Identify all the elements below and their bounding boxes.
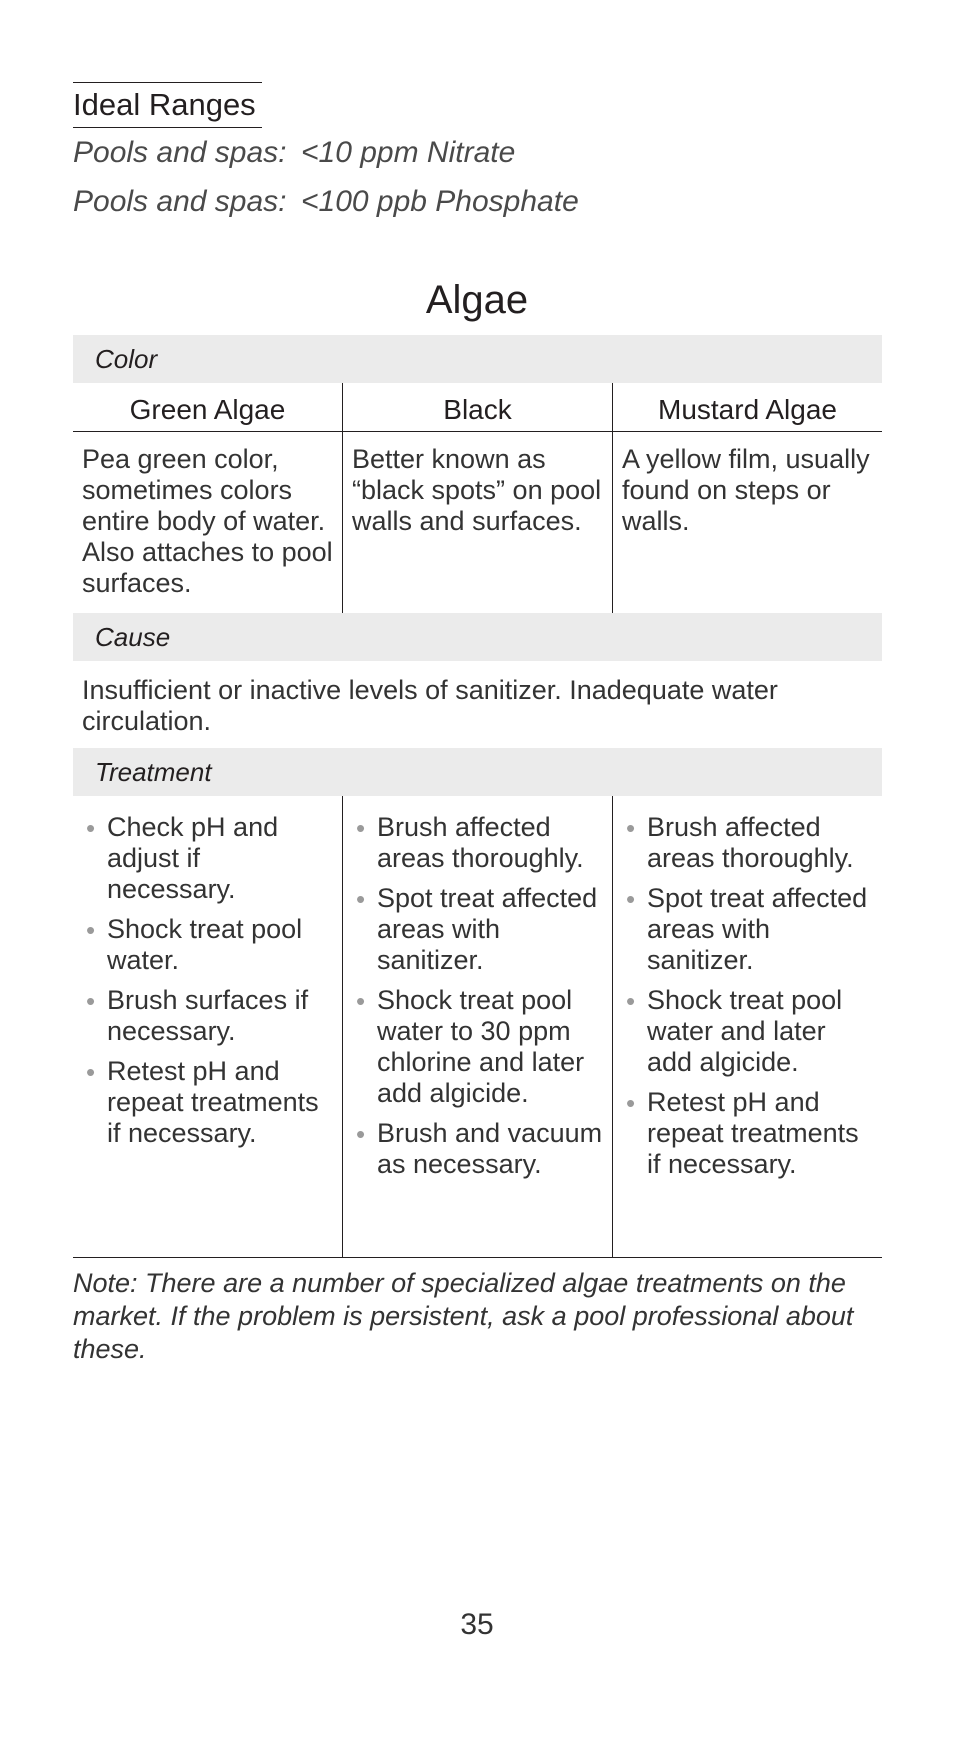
treatment-text: Brush surfaces if necessary. — [107, 985, 309, 1046]
column-header-mustard-algae: Mustard Algae — [612, 383, 882, 431]
algae-table — [73, 335, 882, 1258]
treatment-text: Brush and vacuum as necessary. — [377, 1118, 603, 1179]
treatment-text: Brush affected areas thoroughly. — [377, 812, 584, 873]
phosphate-range-line — [73, 177, 673, 226]
green-algae-treatments — [73, 796, 342, 1257]
green-algae-color-description: Pea green color, sometimes colors entire body of water. Also attaches to pool surfaces. — [82, 444, 333, 598]
color-section-label: Color — [73, 335, 882, 383]
cause-text: Insufficient or inactive levels of sanitizer. Inadequate water circulation. — [82, 675, 778, 736]
black-algae-treatments — [342, 796, 612, 1257]
treatment-text: Check pH and adjust if necessary. — [107, 812, 279, 904]
page-title: Algae — [425, 278, 529, 322]
bullet-icon: • — [626, 813, 636, 843]
treatment-list-item — [622, 985, 876, 1078]
bullet-icon: • — [86, 813, 96, 843]
range-label: Pools and spas: — [73, 185, 287, 218]
bullet-icon: • — [626, 1088, 636, 1118]
column-header-green-algae: Green Algae — [129, 394, 286, 425]
algae-treatment-note: Note: There are a number of specialized algae treatments on the market. If the problem is persistent, ask a pool professional about these. — [73, 1268, 854, 1364]
range-label: Pools and spas: — [73, 136, 287, 169]
treatment-text: Shock treat pool water. — [107, 914, 303, 975]
ideal-ranges-heading: Ideal Ranges — [73, 82, 262, 128]
treatment-section-label: Treatment — [73, 748, 882, 796]
bullet-icon: • — [86, 986, 96, 1016]
treatment-list-item — [352, 1118, 606, 1180]
treatment-list-item — [82, 985, 336, 1047]
bullet-icon: • — [86, 915, 96, 945]
mustard-algae-color-description: A yellow film, usually found on steps or walls. — [612, 432, 882, 613]
bullet-icon: • — [626, 986, 636, 1016]
bullet-icon: • — [356, 884, 366, 914]
treatment-text: Retest pH and repeat treatments if necessary. — [107, 1056, 319, 1148]
treatment-list-item — [352, 985, 606, 1109]
page-number: 35 — [460, 1608, 494, 1641]
treatment-text: Shock treat pool water and later add algicide. — [647, 985, 843, 1077]
treatment-text: Retest pH and repeat treatments if necessary. — [647, 1087, 859, 1179]
treatment-text: Spot treat affected areas with sanitizer. — [377, 883, 598, 975]
bullet-icon: • — [356, 986, 366, 1016]
treatment-list-item — [352, 883, 606, 976]
nitrate-range-line — [73, 128, 673, 177]
cause-section-label: Cause — [73, 613, 882, 661]
treatment-list-item — [622, 883, 876, 976]
range-value: <10 ppm Nitrate — [301, 136, 516, 169]
treatment-list-item — [82, 1056, 336, 1149]
black-algae-color-description: Better known as “black spots” on pool walls and surfaces. — [342, 432, 612, 613]
bullet-icon: • — [356, 1119, 366, 1149]
color-description-row — [73, 432, 882, 613]
treatment-list-item — [82, 914, 336, 976]
treatment-text: Shock treat pool water to 30 ppm chlorine and later add algicide. — [377, 985, 585, 1108]
treatment-list-item — [622, 812, 876, 874]
treatment-row — [73, 796, 882, 1258]
range-value: <100 ppb Phosphate — [301, 185, 579, 218]
bullet-icon: • — [356, 813, 366, 843]
column-header-black: Black — [342, 383, 612, 431]
ideal-ranges-section — [73, 82, 673, 226]
mustard-algae-treatments — [612, 796, 882, 1257]
treatment-list-item — [82, 812, 336, 905]
treatment-text: Spot treat affected areas with sanitizer. — [647, 883, 868, 975]
treatment-list-item — [352, 812, 606, 874]
bullet-icon: • — [626, 884, 636, 914]
column-header-row — [73, 383, 882, 432]
treatment-list-item — [622, 1087, 876, 1180]
bullet-icon: • — [86, 1057, 96, 1087]
treatment-text: Brush affected areas thoroughly. — [647, 812, 854, 873]
